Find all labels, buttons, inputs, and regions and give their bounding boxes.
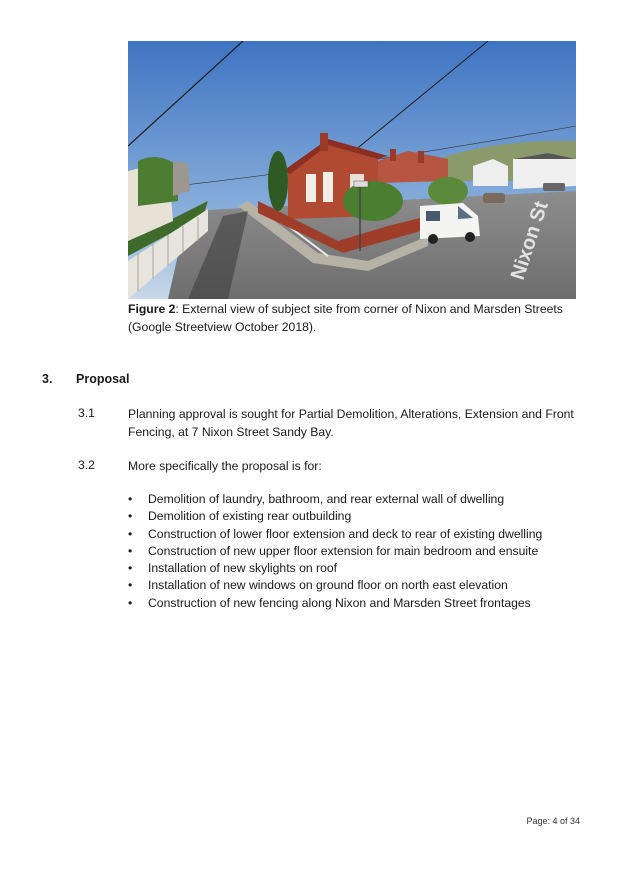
paragraph-number: 3.1 (78, 406, 95, 420)
list-item: • Construction of lower floor extension and deck to rear of existing dwelling (128, 526, 542, 543)
section-title: Proposal (76, 372, 130, 386)
list-item: • Construction of new fencing along Nixon and Marsden Street frontages (128, 595, 542, 612)
paragraph-number: 3.2 (78, 458, 95, 472)
page-number: Page: 4 of 34 (526, 816, 580, 826)
section-number: 3. (42, 372, 53, 386)
street-view-photo (128, 41, 576, 299)
figure-caption (128, 300, 580, 336)
list-item: • Installation of new windows on ground floor on north east elevation (128, 577, 542, 594)
list-item: • Demolition of laundry, bathroom, and rear external wall of dwelling (128, 491, 542, 508)
list-item: • Installation of new skylights on roof (128, 560, 542, 577)
figure-label: Figure 2 (128, 302, 176, 316)
list-item: • Demolition of existing rear outbuilding (128, 508, 542, 525)
street-road-marking: Nixon St (506, 198, 553, 283)
list-item: • Construction of new upper floor extension for main bedroom and ensuite (128, 543, 542, 560)
paragraph-text: Planning approval is sought for Partial Demolition, Alterations, Extension and Front Fencing, at 7 Nixon Street Sandy Bay. (128, 407, 574, 439)
figure-caption-text: : External view of subject site from corner of Nixon and Marsden Streets (Google Streetview October 2018). (128, 302, 563, 334)
paragraph-text: More specifically the proposal is for: (128, 459, 322, 473)
proposal-bullet-list (128, 491, 542, 612)
